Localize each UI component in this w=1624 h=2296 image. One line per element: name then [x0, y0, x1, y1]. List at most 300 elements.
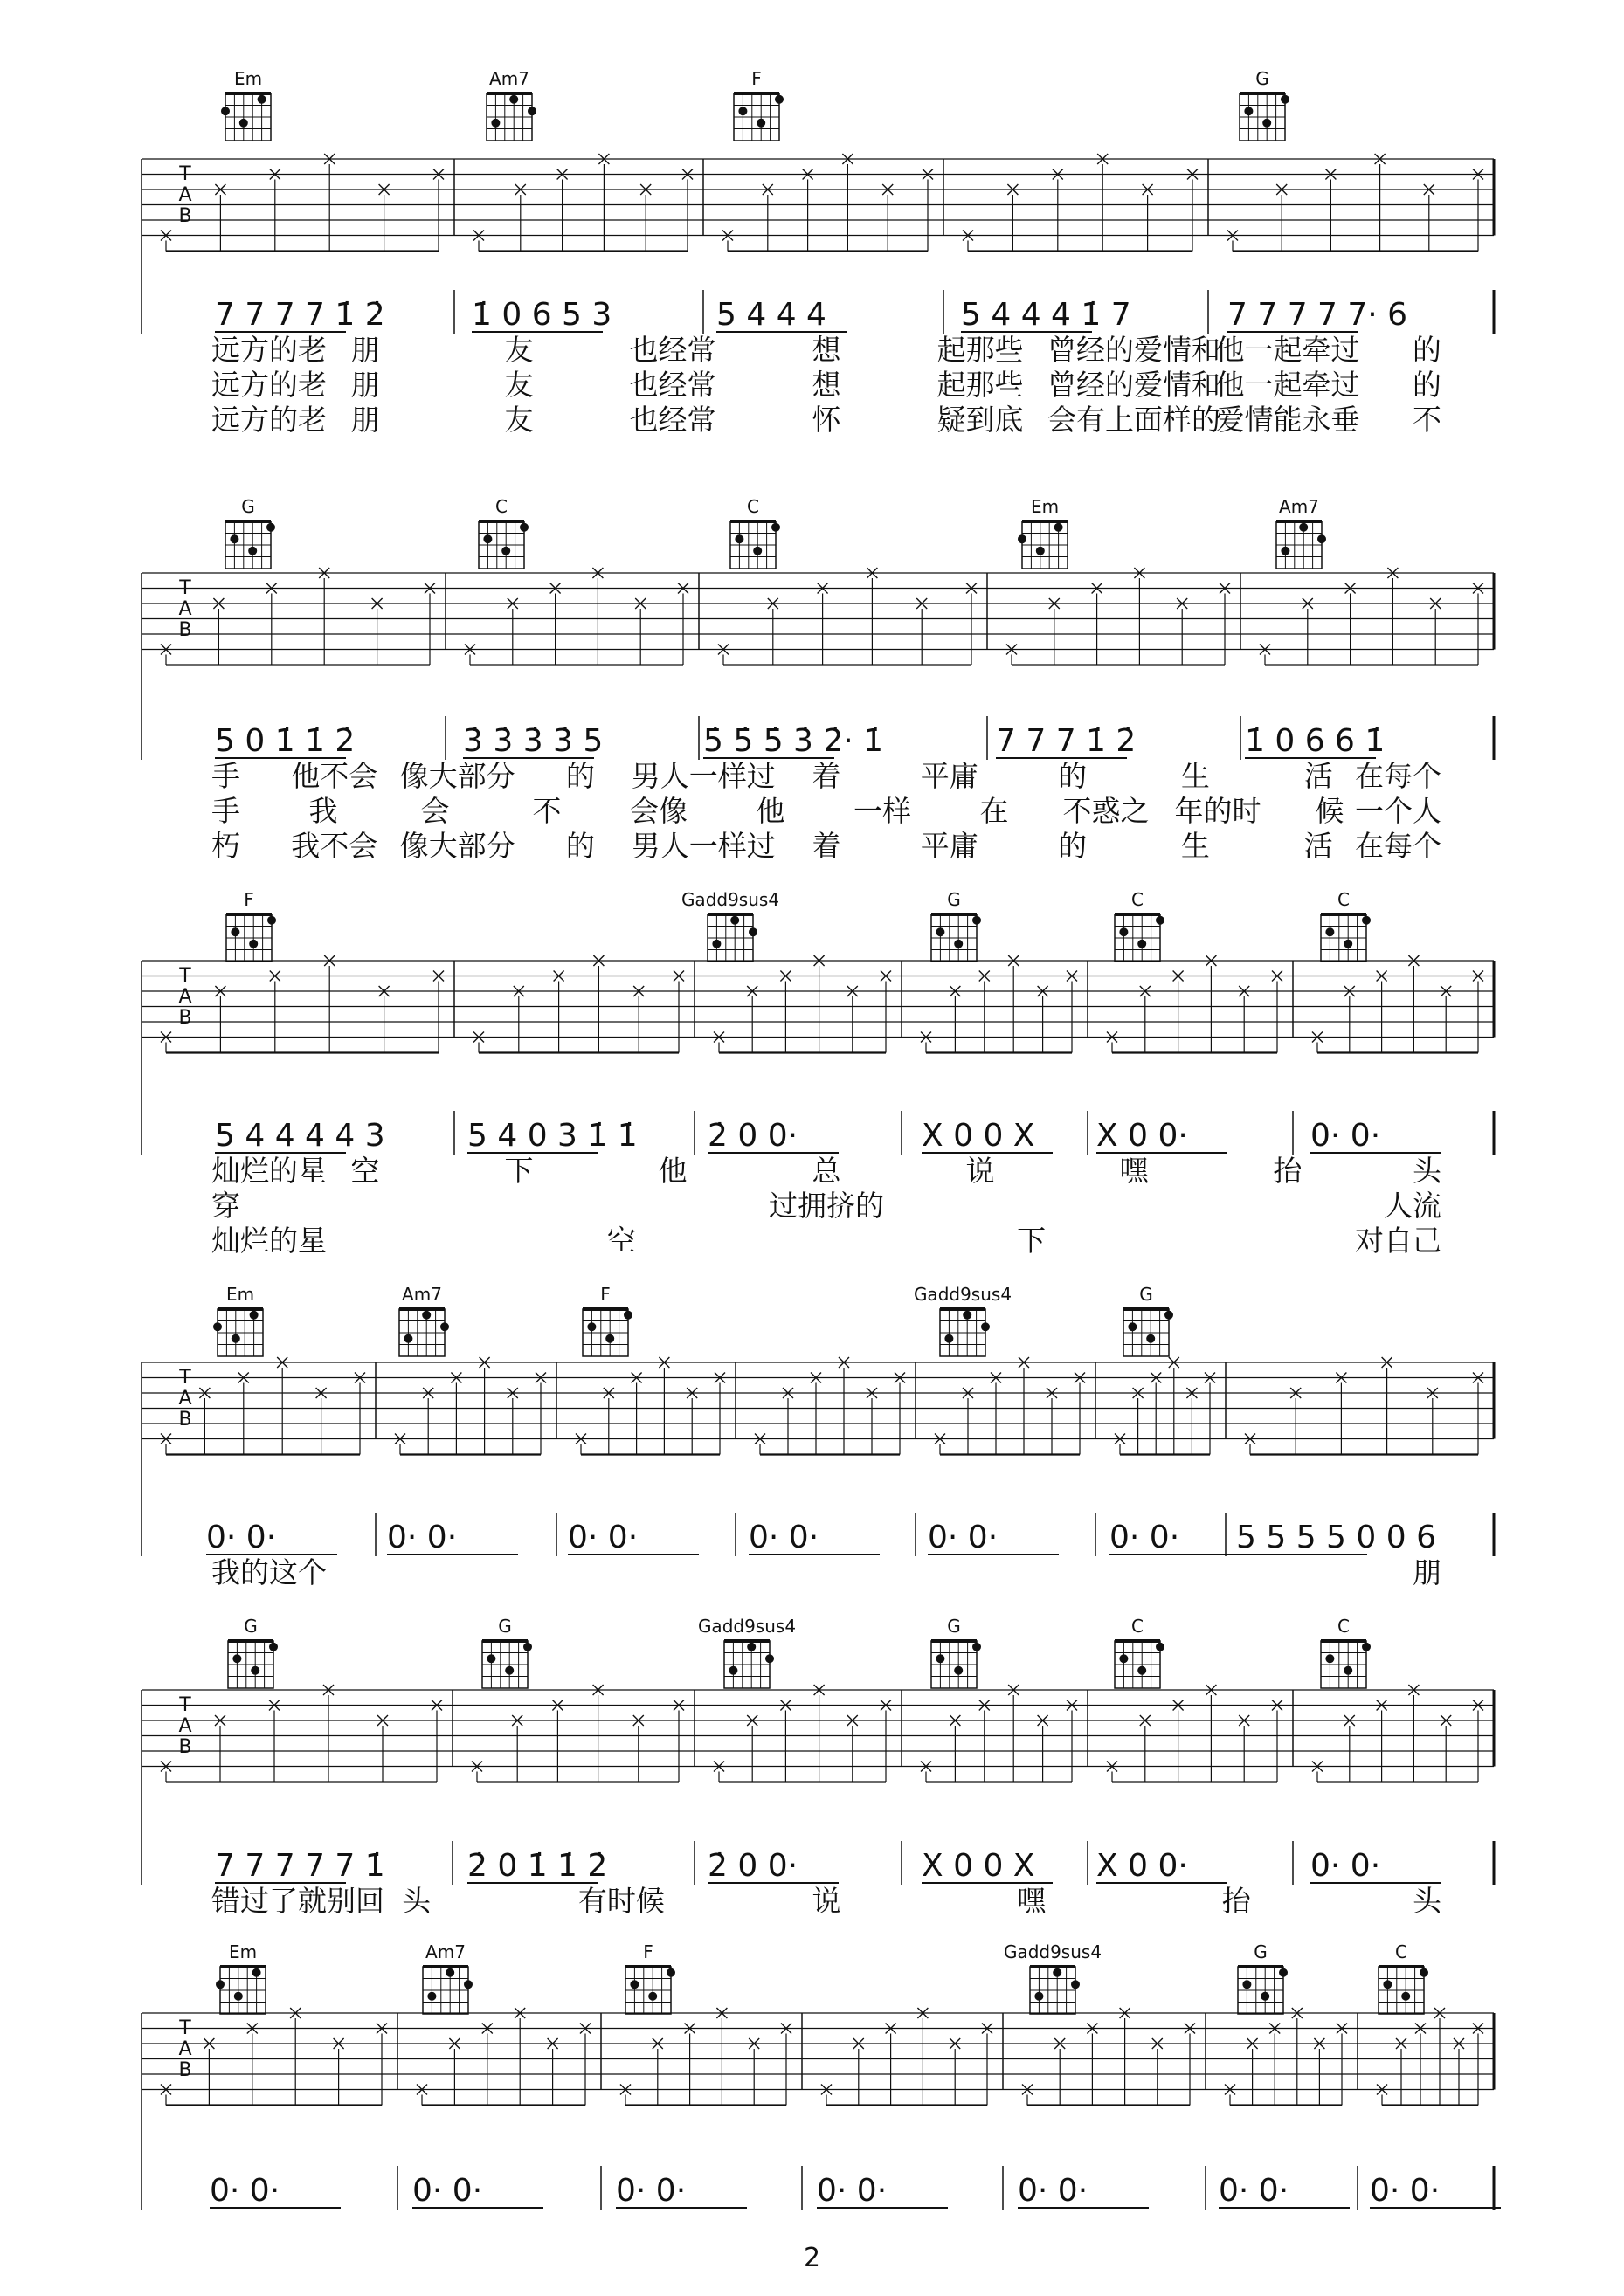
tab-letter: T: [179, 2017, 191, 2039]
finger-dot: [944, 1334, 953, 1343]
finger-dot: [232, 1654, 241, 1663]
finger-dot: [747, 1643, 756, 1651]
finger-dot: [1244, 107, 1253, 115]
numbered-notation-group: 2̇ 0 0·: [708, 1848, 798, 1884]
lyric-word: 朽: [211, 829, 240, 863]
finger-dot: [1420, 1968, 1428, 1977]
tab-letter: B: [178, 619, 192, 641]
lyric-word: 远方的老: [211, 368, 327, 402]
chord-name: C: [747, 496, 759, 517]
finger-dot: [269, 1643, 278, 1651]
chord-name: Gadd9sus4: [1003, 1941, 1102, 1962]
lyric-word: 活: [1303, 759, 1333, 793]
finger-dot: [729, 1666, 737, 1675]
lyric-word: 远方的老: [211, 333, 327, 367]
chord-diagram: [228, 1616, 278, 1688]
numbered-notation-group: X 0 0 X: [922, 1848, 1035, 1884]
lyric-word: 一个人: [1355, 794, 1441, 828]
finger-dot: [1164, 1311, 1173, 1320]
chord-name: Em: [228, 1941, 258, 1962]
numbered-notation-group: X 0 0·: [1096, 1118, 1188, 1154]
lyric-word: 头: [1413, 1884, 1441, 1918]
tab-letter: A: [178, 1715, 192, 1737]
lyric-word: 怀: [812, 403, 841, 437]
finger-dot: [234, 1992, 243, 2001]
finger-dot: [1156, 916, 1164, 925]
numbered-notation-group: 0· 0·: [1370, 2173, 1441, 2209]
lyric-word: 朋: [350, 368, 380, 402]
finger-dot: [605, 1334, 614, 1343]
finger-dot: [1325, 1654, 1334, 1663]
lyric-word: 友: [504, 368, 534, 402]
lyric-word: 一样: [853, 794, 911, 828]
lyric-word: 在每个: [1355, 829, 1441, 863]
numbered-notation-group: 0· 0·: [387, 1520, 458, 1555]
finger-dot: [936, 927, 944, 936]
numbered-notation-group: 0· 0·: [412, 2173, 483, 2209]
chord-diagram: [226, 889, 276, 962]
numbered-notation-group: 0· 0·: [1310, 1848, 1381, 1884]
system-6: [142, 1941, 1501, 2210]
lyric-word: 不: [532, 794, 562, 828]
lyric-word: 在每个: [1355, 759, 1441, 793]
chord-diagram: [1321, 1616, 1371, 1688]
finger-dot: [1383, 1980, 1392, 1989]
chord-name: F: [244, 889, 254, 910]
chord-diagram: [1115, 889, 1164, 962]
tab-letter: A: [178, 986, 192, 1008]
lyric-word: 错过了就别回: [211, 1884, 384, 1918]
numbered-notation-group: 5 4 4 4 4 3: [215, 1118, 385, 1154]
chord-name: C: [495, 496, 508, 517]
finger-dot: [1317, 534, 1326, 543]
finger-dot: [250, 1311, 259, 1320]
chord-diagram: [734, 68, 784, 141]
lyric-word: 曾经的爱情和: [1047, 333, 1220, 367]
chord-diagram: [399, 1284, 449, 1356]
lyric-word: 的: [1058, 759, 1088, 793]
finger-dot: [483, 534, 492, 543]
lyric-word: 下: [504, 1154, 534, 1188]
finger-dot: [252, 1968, 261, 1977]
finger-dot: [1344, 940, 1352, 948]
numbered-notation-group: 5 4 4 4 1̇ 7: [961, 297, 1131, 333]
lyric-word: 想: [812, 368, 841, 402]
chord-name: F: [751, 68, 762, 89]
finger-dot: [624, 1311, 632, 1320]
lyric-word: 疑到底: [936, 403, 1024, 437]
lyric-word: 朋: [350, 403, 380, 437]
chord-diagram: [1240, 68, 1289, 141]
tab-letter: A: [178, 184, 192, 206]
chord-diagram: [1238, 1941, 1288, 2014]
lyric-word: 他: [658, 1154, 688, 1188]
numbered-notation-group: 0· 0·: [928, 1520, 999, 1555]
finger-dot: [1119, 927, 1128, 936]
finger-dot: [1281, 547, 1289, 555]
page-number: 2: [803, 2243, 821, 2273]
chord-name: Gadd9sus4: [681, 889, 780, 910]
numbered-notation-group: 5 0 1̇ 1̇ 2̇: [215, 723, 356, 759]
lyric-word: 想: [812, 333, 841, 367]
numbered-notation-group: 0· 0·: [616, 2173, 687, 2209]
lyric-word: 像大部分: [399, 759, 515, 793]
lyric-word: 抬: [1273, 1154, 1303, 1188]
finger-dot: [771, 523, 780, 532]
finger-dot: [749, 927, 757, 936]
lyric-word: 的: [565, 759, 595, 793]
chord-diagram: [1321, 889, 1371, 962]
finger-dot: [1036, 547, 1045, 555]
lyric-word: 在: [979, 794, 1009, 828]
finger-dot: [1242, 1980, 1251, 1989]
lyric-word: 不: [1413, 403, 1441, 437]
finger-dot: [1261, 1992, 1269, 2001]
finger-dot: [221, 107, 230, 115]
finger-dot: [1071, 1980, 1080, 1989]
lyric-word: 的: [1058, 829, 1088, 863]
lyric-word: 说: [965, 1154, 995, 1188]
lyric-word: 说: [812, 1884, 841, 1918]
chord-name: G: [241, 496, 255, 517]
finger-dot: [267, 916, 276, 925]
lyric-word: 他不会: [291, 759, 378, 793]
finger-dot: [239, 119, 248, 128]
finger-dot: [520, 523, 529, 532]
tab-letter: T: [179, 577, 191, 599]
chord-name: Gadd9sus4: [697, 1616, 797, 1637]
lyric-word: 我: [308, 794, 338, 828]
finger-dot: [491, 119, 500, 128]
lyric-word: 手: [211, 759, 240, 793]
finger-dot: [775, 95, 784, 104]
chord-name: G: [947, 1616, 961, 1637]
finger-dot: [216, 1980, 225, 1989]
chord-name: Am7: [425, 1941, 466, 1962]
finger-dot: [422, 1311, 431, 1320]
chord-name: C: [1337, 1616, 1350, 1637]
chord-name: Gadd9sus4: [913, 1284, 1012, 1305]
chord-diagram: [625, 1941, 675, 2014]
chord-name: C: [1131, 1616, 1144, 1637]
system-1: [142, 68, 1494, 437]
chord-name: C: [1131, 889, 1144, 910]
numbered-notation-group: 0· 0·: [568, 1520, 639, 1555]
system-2: [142, 496, 1494, 863]
chord-diagram: [1018, 496, 1068, 569]
finger-dot: [954, 1666, 963, 1675]
tab-letter: T: [179, 163, 191, 185]
lyric-word: 头: [402, 1884, 432, 1918]
lyric-word: 手: [211, 794, 240, 828]
lyric-word: 年的时: [1174, 794, 1261, 828]
lyric-word: 也经常: [629, 403, 716, 437]
chord-name: C: [1337, 889, 1350, 910]
lyric-word: 过拥挤的: [769, 1189, 884, 1223]
chord-diagram: [221, 68, 271, 141]
finger-dot: [1262, 119, 1271, 128]
numbered-notation-group: 5̇ 5̇ 5̇ 3̇ 2̇· 1̇: [703, 723, 884, 759]
finger-dot: [1146, 1334, 1155, 1343]
chord-diagram: [681, 889, 779, 962]
chord-diagram: [213, 1284, 263, 1356]
numbered-notation-group: 3̇ 3̇ 3̇ 3̇ 5: [463, 723, 604, 759]
finger-dot: [248, 547, 257, 555]
chord-diagram: [583, 1284, 632, 1356]
finger-dot: [757, 119, 765, 128]
chord-diagram: [931, 1616, 981, 1688]
finger-dot: [1299, 523, 1308, 532]
finger-dot: [981, 1322, 990, 1331]
lyric-word: 的: [565, 829, 595, 863]
lyric-word: 会: [420, 794, 450, 828]
tab-letter: B: [178, 205, 192, 227]
finger-dot: [1137, 940, 1146, 948]
lyric-word: 朋: [1413, 1555, 1441, 1589]
lyric-word: 的: [1413, 368, 1441, 402]
numbered-notation-group: 7 7 7 7 7· 6: [1227, 297, 1408, 333]
finger-dot: [528, 107, 536, 115]
numbered-notation-group: 0· 0·: [1018, 2173, 1088, 2209]
finger-dot: [1325, 927, 1334, 936]
lyric-word: 友: [504, 333, 534, 367]
numbered-notation-group: 0· 0·: [749, 1520, 819, 1555]
finger-dot: [963, 1311, 971, 1320]
finger-dot: [1279, 1968, 1288, 1977]
chord-diagram: [423, 1941, 473, 2014]
chord-diagram: [931, 889, 981, 962]
lyric-word: 灿烂的星: [211, 1154, 327, 1188]
lyric-word: 穿: [211, 1189, 240, 1223]
lyric-word: 着: [812, 759, 841, 793]
lyric-word: 抬: [1221, 1884, 1251, 1918]
system-5: [142, 1616, 1494, 1918]
lyric-word: 起那些: [936, 368, 1024, 402]
lyric-word: 有时候: [577, 1884, 665, 1918]
finger-dot: [232, 1334, 240, 1343]
numbered-notation-group: 1̇ 0 6 6 1̇: [1245, 723, 1386, 759]
lyric-word: 曾经的爱情和: [1047, 368, 1220, 402]
tab-letter: B: [178, 1736, 192, 1758]
chord-name: G: [498, 1616, 512, 1637]
finger-dot: [249, 940, 258, 948]
chord-diagram: [1379, 1941, 1428, 2014]
lyric-word: 平庸: [920, 759, 978, 793]
lyric-word: 他: [756, 794, 785, 828]
tab-letter: B: [178, 1007, 192, 1029]
finger-dot: [505, 1666, 514, 1675]
lyric-word: 总: [812, 1154, 841, 1188]
finger-dot: [1119, 1654, 1128, 1663]
numbered-notation-group: 5 5 5 5 0 0 6: [1236, 1520, 1436, 1555]
finger-dot: [1362, 1643, 1371, 1651]
lyric-word: 会有上面样的: [1047, 403, 1220, 437]
finger-dot: [1128, 1322, 1137, 1331]
chord-diagram: [698, 1616, 796, 1688]
lyric-word: 友: [504, 403, 534, 437]
finger-dot: [1156, 1643, 1164, 1651]
finger-dot: [446, 1968, 454, 1977]
lyric-word: 头: [1413, 1154, 1441, 1188]
chord-name: C: [1395, 1941, 1407, 1962]
lyric-word: 灿烂的星: [211, 1224, 327, 1258]
numbered-notation-group: X 0 0·: [1096, 1848, 1188, 1884]
chord-diagram: [487, 68, 536, 141]
lyric-word: 生: [1180, 829, 1210, 863]
chord-name: Am7: [1279, 496, 1319, 517]
system-3: [142, 889, 1494, 1258]
chord-name: G: [1254, 1941, 1268, 1962]
finger-dot: [1362, 916, 1371, 925]
numbered-notation-group: 2̇ 0 0·: [708, 1118, 798, 1154]
finger-dot: [1053, 1968, 1061, 1977]
finger-dot: [936, 1654, 944, 1663]
numbered-notation-group: 0· 0·: [210, 2173, 280, 2209]
numbered-notation-group: 0· 0·: [1219, 2173, 1289, 2209]
lyric-word: 会像: [630, 794, 688, 828]
lyric-word: 像大部分: [399, 829, 515, 863]
tab-letter: T: [179, 1694, 191, 1716]
chord-diagram: [914, 1284, 1012, 1356]
finger-dot: [730, 916, 739, 925]
finger-dot: [954, 940, 963, 948]
chord-name: F: [600, 1284, 611, 1305]
chord-diagram: [1115, 1616, 1164, 1688]
chord-diagram: [225, 496, 275, 569]
tab-letter: T: [179, 1367, 191, 1389]
finger-dot: [1137, 1666, 1146, 1675]
finger-dot: [972, 1643, 981, 1651]
lyric-word: 生: [1180, 759, 1210, 793]
lyric-word: 我不会: [291, 829, 378, 863]
finger-dot: [972, 916, 981, 925]
finger-dot: [765, 1654, 774, 1663]
finger-dot: [230, 534, 238, 543]
lyric-word: 嘿: [1017, 1884, 1047, 1918]
lyric-word: 活: [1303, 829, 1333, 863]
finger-dot: [1281, 95, 1289, 104]
numbered-notation-group: 0· 0·: [1310, 1118, 1381, 1154]
chord-diagram: [1276, 496, 1326, 569]
finger-dot: [258, 95, 266, 104]
numbered-notation-group: 7 7 7 7 1̇ 2̇: [215, 297, 385, 333]
lyric-word: 男人一样过: [631, 759, 776, 793]
finger-dot: [712, 940, 721, 948]
finger-dot: [523, 1643, 532, 1651]
finger-dot: [1054, 523, 1063, 532]
numbered-notation-group: 2̇ 0 1̇ 1̇ 2̇: [467, 1848, 608, 1884]
tab-letter: T: [179, 965, 191, 987]
finger-dot: [501, 547, 510, 555]
chord-name: Am7: [402, 1284, 442, 1305]
lyric-word: 对自己: [1355, 1224, 1441, 1258]
finger-dot: [509, 95, 518, 104]
tab-letter: A: [178, 598, 192, 620]
chord-diagram: [482, 1616, 532, 1688]
lyric-word: 也经常: [629, 333, 716, 367]
chord-name: G: [244, 1616, 258, 1637]
tab-letter: B: [178, 2059, 192, 2081]
lyric-word: 人流: [1384, 1189, 1441, 1223]
finger-dot: [587, 1322, 596, 1331]
system-4: [142, 1284, 1494, 1589]
finger-dot: [630, 1980, 639, 1989]
lyric-word: 起那些: [936, 333, 1024, 367]
chord-diagram: [479, 496, 529, 569]
tab-letter: B: [178, 1409, 192, 1431]
finger-dot: [667, 1968, 675, 1977]
lyric-word: 平庸: [920, 829, 978, 863]
lyric-word: 下: [1017, 1224, 1047, 1258]
lyric-word: 空: [606, 1224, 636, 1258]
chord-name: Em: [225, 1284, 255, 1305]
finger-dot: [1018, 534, 1026, 543]
numbered-notation-group: X 0 0 X: [922, 1118, 1035, 1154]
lyric-word: 着: [812, 829, 841, 863]
chord-name: Am7: [489, 68, 529, 89]
numbered-notation-group: 0· 0·: [817, 2173, 888, 2209]
finger-dot: [1034, 1992, 1043, 2001]
chord-name: Em: [233, 68, 263, 89]
chord-name: G: [1139, 1284, 1153, 1305]
numbered-notation-group: 0· 0·: [1109, 1520, 1180, 1555]
finger-dot: [440, 1322, 449, 1331]
chord-diagram: [1004, 1941, 1102, 2014]
finger-dot: [404, 1334, 412, 1343]
finger-dot: [753, 547, 762, 555]
finger-dot: [427, 1992, 436, 2001]
numbered-notation-group: 1̇ 0 6 5 3: [472, 297, 612, 333]
lyric-word: 男人一样过: [631, 829, 776, 863]
numbered-notation-group: 7 7 7 1̇ 2̇: [996, 723, 1137, 759]
numbered-notation-group: 5 4 4 4: [716, 297, 826, 333]
finger-dot: [213, 1322, 222, 1331]
chord-name: Em: [1030, 496, 1060, 517]
finger-dot: [487, 1654, 495, 1663]
lyric-word: 的: [1413, 333, 1441, 367]
finger-dot: [1344, 1666, 1352, 1675]
finger-dot: [648, 1992, 657, 2001]
chord-name: F: [643, 1941, 653, 1962]
lyric-word: 远方的老: [211, 403, 327, 437]
finger-dot: [738, 107, 747, 115]
tab-letter: A: [178, 1388, 192, 1410]
numbered-notation-group: 5 4 0 3 1̇ 1̇: [467, 1118, 638, 1154]
finger-dot: [1401, 1992, 1410, 2001]
lyric-word: 不惑之: [1062, 794, 1150, 828]
chord-diagram: [1123, 1284, 1173, 1356]
chord-diagram: [730, 496, 780, 569]
chord-name: G: [947, 889, 961, 910]
numbered-notation-group: 7 7 7 7 7 1̇: [215, 1848, 385, 1884]
finger-dot: [231, 927, 239, 936]
lyric-word: 也经常: [629, 368, 716, 402]
lyric-word: 爱情能永垂: [1215, 403, 1360, 437]
numbered-notation-group: 0· 0·: [206, 1520, 277, 1555]
chord-diagram: [216, 1941, 266, 2014]
lyric-word: 空: [350, 1154, 380, 1188]
finger-dot: [251, 1666, 259, 1675]
lyric-word: 朋: [350, 333, 380, 367]
chord-name: G: [1255, 68, 1269, 89]
finger-dot: [464, 1980, 473, 1989]
finger-dot: [266, 523, 275, 532]
lyric-word: 嘿: [1119, 1154, 1149, 1188]
finger-dot: [735, 534, 743, 543]
lyric-word: 他一起牵过: [1215, 333, 1360, 367]
lyric-word: 我的这个: [211, 1555, 327, 1589]
tab-letter: A: [178, 2038, 192, 2060]
